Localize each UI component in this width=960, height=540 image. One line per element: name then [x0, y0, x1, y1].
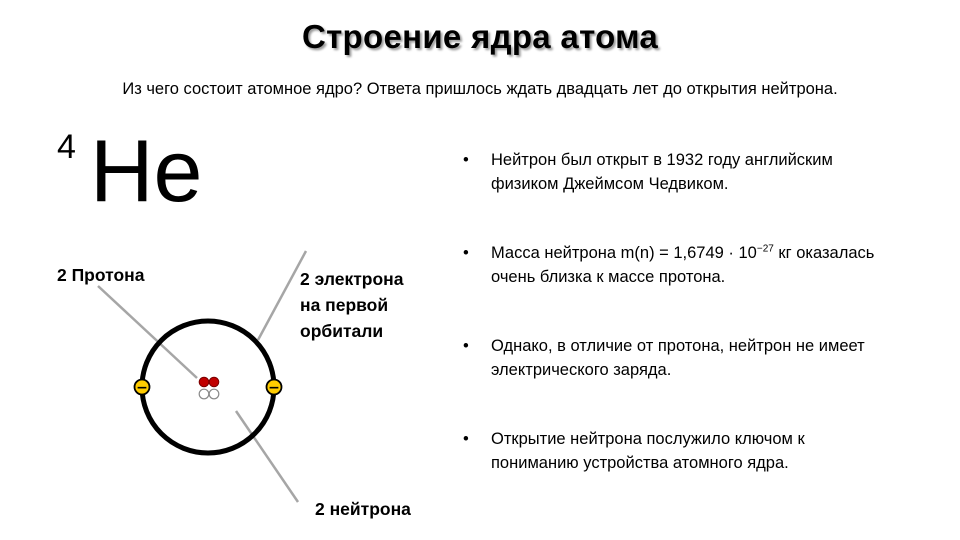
neutrons-label: 2 нейтрона	[315, 499, 411, 519]
electrons-label-line: 2 электрона	[300, 269, 404, 289]
electron-orbit	[142, 321, 274, 453]
electrons-pointer-line	[258, 251, 306, 340]
fact-line: Открытие нейтрона послужило ключом к	[491, 430, 805, 448]
fact-line: Нейтрон был открыт в 1932 году английским	[491, 151, 833, 169]
mass-text: Масса нейтрона m(n) = 1,6749 · 10	[491, 244, 757, 262]
electron-sign: −	[136, 380, 148, 396]
electrons-label-line: на первой	[300, 295, 389, 315]
fact-line: очень близка к массе протона.	[491, 268, 726, 286]
protons-label: 2 Протона	[57, 265, 145, 285]
slide-title: Строение ядра атома	[301, 18, 659, 55]
electrons-label	[300, 266, 403, 344]
slide-subtitle: Из чего состоит атомное ядро? Ответа пришлось ждать двадцать лет до открытия нейтрона.	[122, 80, 838, 98]
fact-line: физиком Джеймсом Чедвиком.	[491, 175, 729, 193]
fact-line: пониманию устройства атомного ядра.	[491, 454, 789, 472]
electrons-label-line: орбитали	[300, 321, 384, 341]
mass-exponent: −27	[756, 243, 774, 255]
neutrons-pointer-line	[236, 411, 298, 502]
mass-text-end: кг оказалась	[773, 244, 875, 262]
electron-left	[135, 380, 150, 397]
neutron-particle	[209, 389, 219, 399]
fact-item	[463, 148, 933, 196]
electron-sign: −	[268, 380, 280, 396]
bullet-icon: •	[463, 337, 469, 355]
mass-number: 4	[57, 128, 76, 166]
fact-item	[463, 427, 933, 475]
fact-item	[463, 334, 933, 382]
neutron-particle	[199, 389, 209, 399]
fact-line	[491, 241, 933, 265]
fact-list	[463, 148, 933, 520]
proton-particle	[199, 377, 209, 387]
electron-right	[267, 380, 282, 397]
fact-line: Однако, в отличие от протона, нейтрон не имеет	[491, 337, 865, 355]
fact-line: электрического заряда.	[491, 361, 672, 379]
fact-item	[463, 241, 933, 289]
bullet-icon: •	[463, 151, 469, 169]
bullet-icon: •	[463, 244, 469, 262]
proton-particle	[209, 377, 219, 387]
element-symbol: He	[90, 121, 203, 220]
bullet-icon: •	[463, 430, 469, 448]
